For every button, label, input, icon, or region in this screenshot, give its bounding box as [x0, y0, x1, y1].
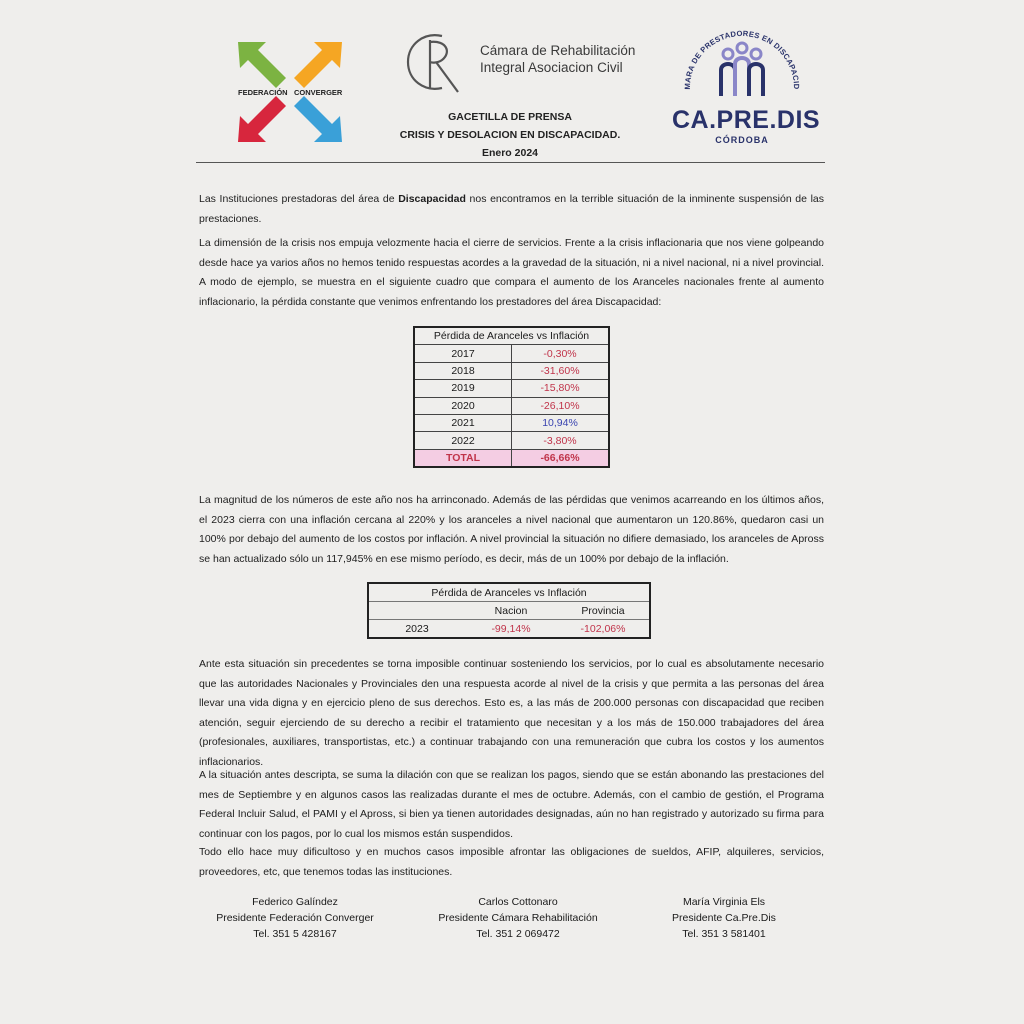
capredis-arc-text: MARA DE PRESTADORES EN DISCAPACID	[682, 28, 802, 90]
paragraph-6: Todo ello hace muy dificultoso y en muchos casos imposible afrontar las obligaciones de sueldos, AFIP, alquileres, servicios, proveedores, etc, que tenemos todas las instituciones.	[199, 846, 824, 878]
capredis-city: CÓRDOBA	[715, 135, 769, 145]
camara-name	[480, 42, 635, 76]
signature-block-els	[624, 894, 824, 942]
capredis-name: CA.PRE.DIS	[672, 106, 821, 134]
table1-year: 2021	[414, 414, 512, 431]
press-header	[360, 108, 660, 162]
converger-word-1: FEDERACIÓN	[238, 88, 288, 97]
press-headline: CRISIS Y DESOLACION EN DISCAPACIDAD.	[399, 129, 621, 141]
tariff-loss-table-yearly	[413, 326, 610, 468]
table1-total-label: TOTAL	[414, 449, 512, 467]
table-row	[414, 414, 609, 431]
signatory-phone: Tel. 351 3 581401	[682, 928, 766, 940]
capredis-logo	[672, 18, 821, 150]
table1-value: -31,60%	[512, 362, 610, 379]
table-row	[414, 362, 609, 379]
camara-monogram-icon	[402, 28, 472, 98]
paragraph-3: La magnitud de los números de este año nos ha arrinconado. Además de las pérdidas que venimos acarreando en los últimos años, el 2023 cierra con una inflación cercana al 220% y los aranceles a nivel nacional que aumentaron un 120.86%, quedaron casi un 100% por debajo del aumento de los costos por inflación. A nivel provincial la situación no difiere demasiado, los aranceles de Apross se han actualizado sólo un 117,945% en ese mismo período, es decir, más de un 100% por debajo de la inflación.	[199, 494, 824, 565]
paragraph-4: Ante esta situación sin precedentes se torna imposible continuar sosteniendo los servicios, por lo cual es absolutamente necesario que las autoridades Nacionales y Provinciales den una respuesta acorde al nivel de la crisis y que permita a las personas del área llevar una vida digna y en ejercicio pleno de sus derechos. Esto es, a las más de 200.000 personas con discapacidad que reciben atención, seguir ejerciendo de su derecho a recibir el tratamiento que necesitan y a los más de 150.000 trabajadores del área (profesionales, auxiliares, transportistas, etc.) a continuar trabajando con una remuneración que cubra los costos y los aumentos inflacionarios.	[199, 658, 824, 768]
table1-value: -26,10%	[512, 397, 610, 414]
signatory-role: Presidente Federación Converger	[216, 912, 374, 924]
table-row	[368, 620, 650, 639]
table1-year: 2019	[414, 380, 512, 397]
table-row	[414, 397, 609, 414]
camara-name-line2: Integral Asociacion Civil	[480, 60, 623, 75]
header-divider	[196, 162, 825, 163]
signatory-role: Presidente Ca.Pre.Dis	[672, 912, 776, 924]
signatory-name: María Virginia Els	[682, 896, 766, 908]
p1-bold-term: Discapacidad	[398, 193, 466, 205]
table2-year: 2023	[405, 622, 429, 635]
press-label: GACETILLA DE PRENSA	[448, 111, 572, 123]
table1-value: -3,80%	[512, 432, 610, 449]
table1-value: -15,80%	[512, 380, 610, 397]
signatory-role: Presidente Cámara Rehabilitación	[438, 912, 598, 924]
table1-total-row	[414, 449, 609, 467]
camara-rehabilitacion-logo	[402, 28, 650, 98]
paragraph-5: A la situación antes descripta, se suma la dilación con que se realizan los pagos, siendo que se están abonando las prestaciones del mes de Septiembre y en algunos casos las realizadas durante el mes de octubre. Además, con el cambio de gestión, el Programa Federal Incluir Salud, el PAMI y el Apross, si bien ya tienen autoridades designadas, aún no han registrado y autorizado su firma para continuar con los pagos, por lo cual los mismos están suspendidos.	[199, 769, 824, 840]
table1-value: 10,94%	[512, 414, 610, 431]
press-date: Enero 2024	[481, 147, 539, 159]
converger-word-2: CONVERGER	[294, 88, 343, 97]
table2-col-nacion: Nacion	[465, 602, 557, 620]
p1-text-start: Las Instituciones prestadoras del área de	[199, 193, 399, 205]
paragraph-1	[199, 190, 824, 229]
table-row	[414, 380, 609, 397]
table1-year: 2017	[414, 345, 512, 362]
table1-title: Pérdida de Aranceles vs Inflación	[414, 327, 609, 345]
signature-block-galindez	[195, 894, 395, 942]
table-row	[414, 432, 609, 449]
table1-total-value: -66,66%	[512, 449, 610, 467]
paragraph-2: La dimensión de la crisis nos empuja velozmente hacia el cierre de servicios. Frente a la crisis inflacionaria que nos viene golpeando desde hace ya varios años no hemos tenido respuestas acordes a la gravedad de la situación, ni a nivel nacional, ni a nivel provincial. A modo de ejemplo, se muestra en el siguiente cuadro que compara el aumento de los Aranceles nacionales frente al aumento inflacionario, la pérdida constante que venimos enfrentando los prestadores del área Discapacidad:	[199, 237, 824, 308]
table2-nacion-value: -99,14%	[491, 622, 531, 635]
table2-empty-header	[368, 602, 465, 620]
table1-year: 2018	[414, 362, 512, 379]
p1-text-end: nos encontramos en la terrible situación de la inminente suspensión de las prestaciones.	[199, 193, 825, 225]
tariff-loss-table-2023	[367, 582, 651, 639]
signatory-name: Federico Galíndez	[252, 896, 338, 908]
table1-year: 2022	[414, 432, 512, 449]
table2-title: Pérdida de Aranceles vs Inflación	[368, 583, 650, 602]
signatory-phone: Tel. 351 5 428167	[253, 928, 337, 940]
signatory-phone: Tel. 351 2 069472	[476, 928, 560, 940]
table-row	[414, 345, 609, 362]
table1-year: 2020	[414, 397, 512, 414]
signature-block-cottonaro	[418, 894, 618, 942]
capredis-people-icon	[672, 18, 812, 108]
table2-provincia-value: -102,06%	[580, 622, 626, 635]
table1-value: -0,30%	[512, 345, 610, 362]
federacion-converger-logo	[236, 40, 344, 144]
signatory-name: Carlos Cottonaro	[478, 896, 558, 908]
camara-name-line1: Cámara de Rehabilitación	[480, 43, 636, 58]
table2-col-provincia: Provincia	[557, 602, 650, 620]
